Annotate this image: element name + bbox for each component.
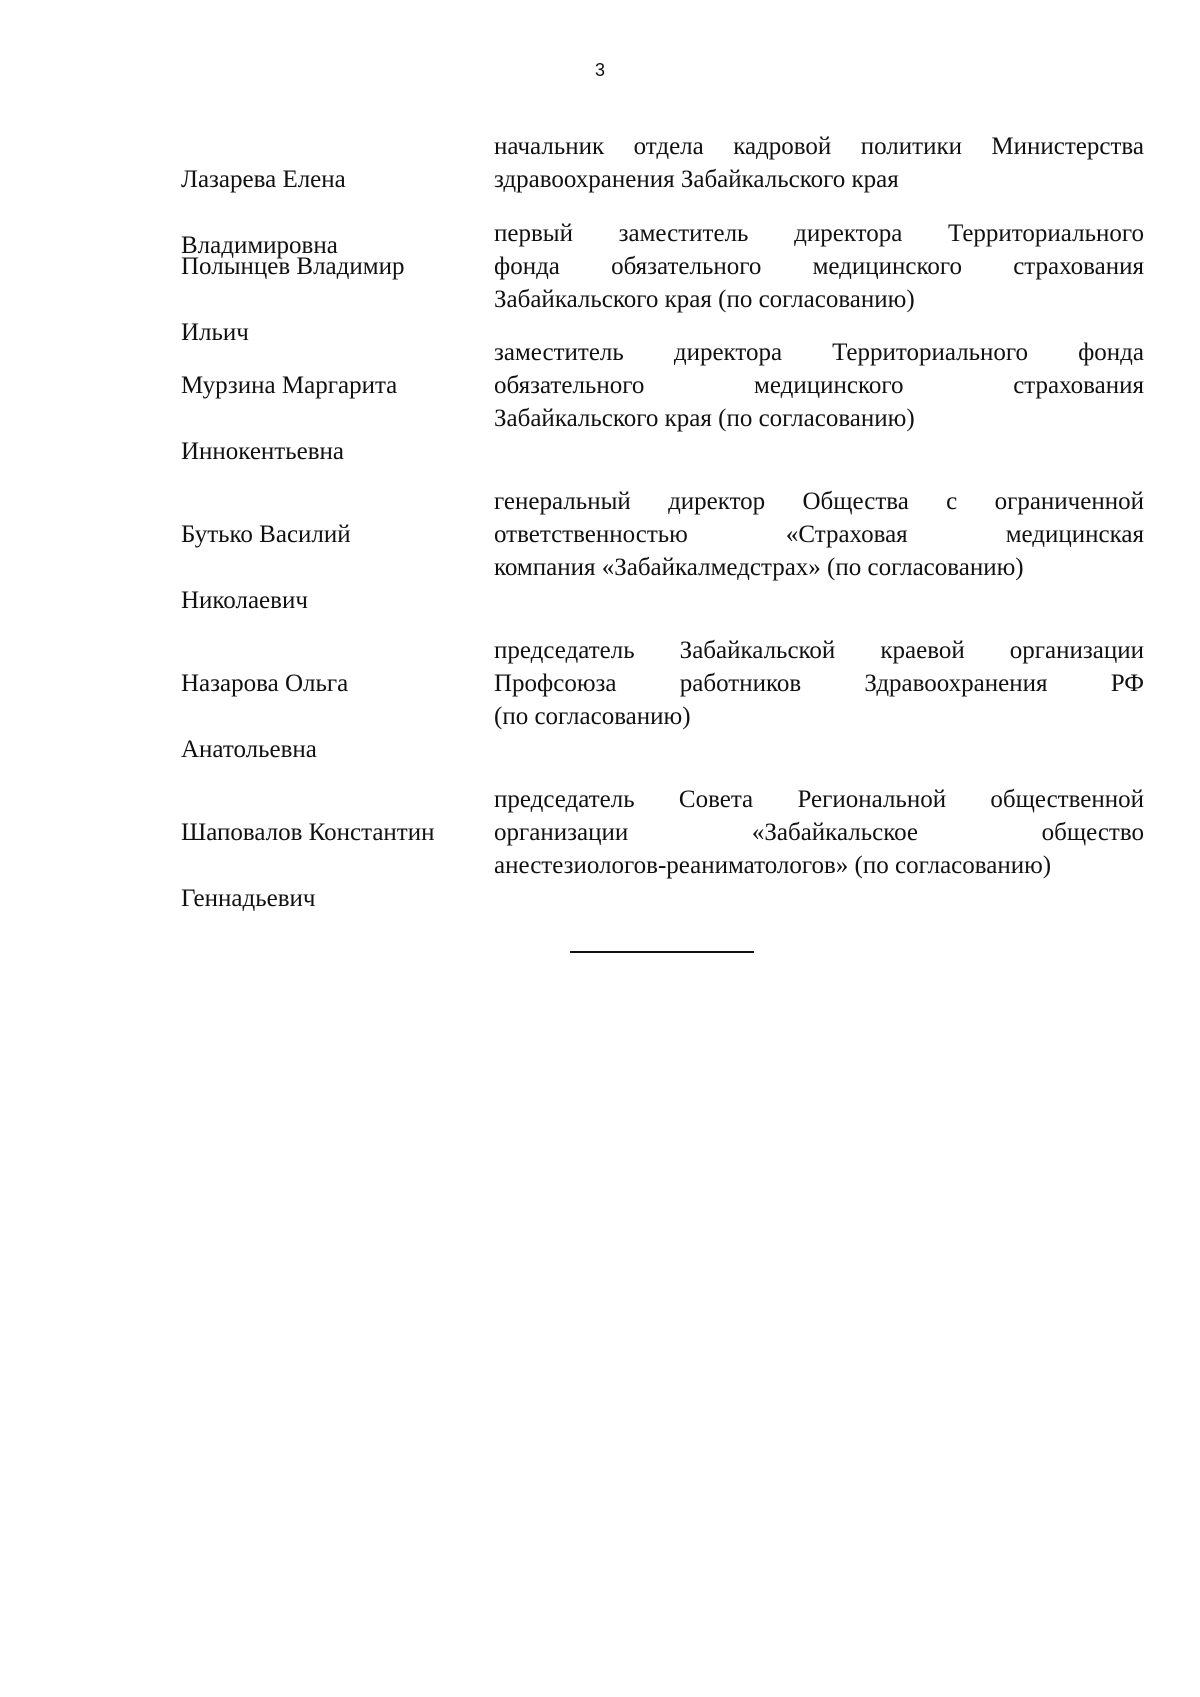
member-role-line: компания «Забайкалмедстрах» (по согласованию) <box>494 554 1024 581</box>
page-number: 3 <box>594 60 605 80</box>
member-name-line: Владимировна <box>181 232 338 259</box>
member-name-line: Мурзина Маргарита <box>181 372 398 399</box>
member-role-line: председатель Совета Региональной общественной <box>494 786 1144 813</box>
member-name-line: Назарова Ольга <box>181 670 349 697</box>
member-name-line: Николаевич <box>181 587 308 614</box>
member-name <box>181 485 481 650</box>
member-role <box>494 485 1144 584</box>
member-name <box>181 634 481 799</box>
member-role-line: анестезиологов-реаниматологов» (по согласованию) <box>494 852 1052 879</box>
member-name-line: Шаповалов Константин <box>181 819 435 846</box>
member-role <box>494 783 1144 882</box>
member-role-line: фонда обязательного медицинского страхования <box>494 253 1144 280</box>
member-name <box>181 783 481 948</box>
member-role-line: обязательного медицинского страхования <box>494 372 1144 399</box>
member-role-line: генеральный директор Общества с ограниченной <box>494 488 1144 515</box>
member-role <box>494 634 1144 733</box>
member-role <box>494 130 1144 196</box>
member-role-line: Забайкальского края (по согласованию) <box>494 286 915 313</box>
member-role-line: заместитель директора Территориального фонда <box>494 339 1144 366</box>
member-name <box>181 336 481 501</box>
member-role-line: организации «Забайкальское общество <box>494 819 1144 846</box>
member-role-line: первый заместитель директора Территориального <box>494 220 1144 247</box>
member-name-line: Ильич <box>181 319 249 346</box>
member-name-line: Анатольевна <box>181 736 317 763</box>
member-role-line: Профсоюза работников Здравоохранения РФ <box>494 670 1144 697</box>
member-name-line: Бутько Василий <box>181 521 351 548</box>
member-name-line: Полынцев Владимир <box>181 253 405 280</box>
member-role-line: (по согласованию) <box>494 703 691 730</box>
member-role-line: председатель Забайкальской краевой организации <box>494 637 1144 664</box>
member-name-line: Геннадьевич <box>181 885 316 912</box>
member-role-line: здравоохранения Забайкальского края <box>494 166 899 193</box>
member-role-line: начальник отдела кадровой политики Министерства <box>494 133 1144 160</box>
member-name-line: Лазарева Елена <box>181 166 346 193</box>
member-name-line: Иннокентьевна <box>181 438 345 465</box>
closing-divider-line <box>570 951 754 953</box>
member-role-line: ответственностью «Страховая медицинская <box>494 521 1144 548</box>
member-role-line: Забайкальского края (по согласованию) <box>494 405 915 432</box>
member-role <box>494 336 1144 435</box>
member-role <box>494 217 1144 316</box>
